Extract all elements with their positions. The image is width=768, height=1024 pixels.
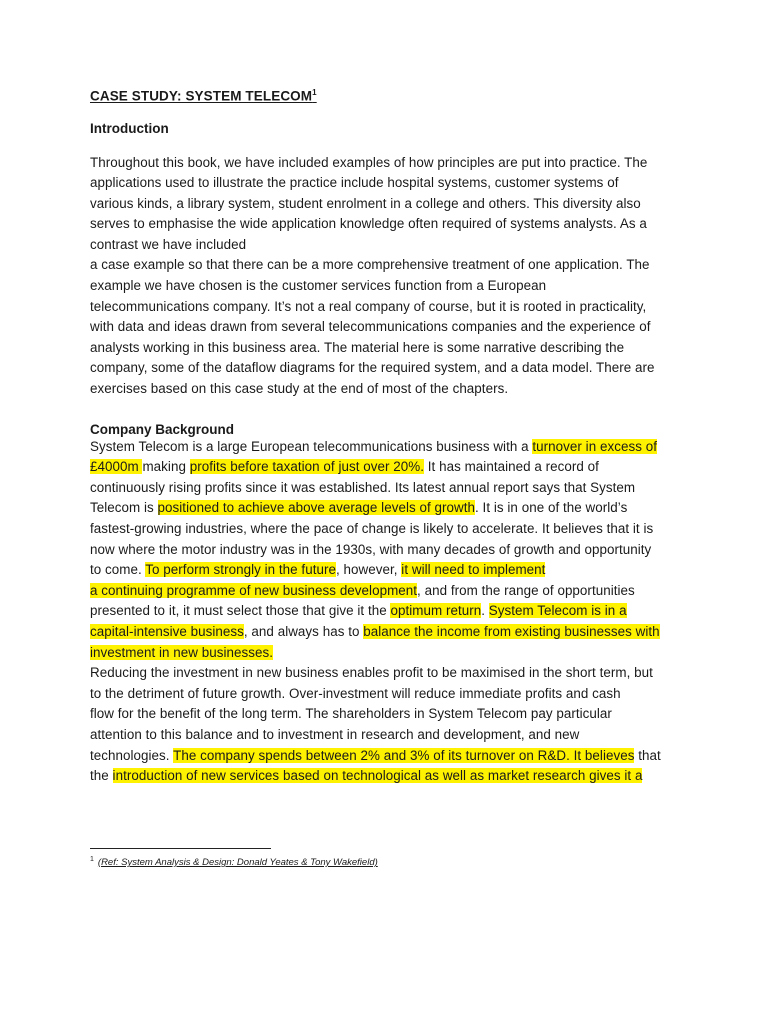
document-title (90, 88, 676, 104)
text-segment: . It is in one of the world’s (475, 500, 628, 516)
text-segment: technologies. (90, 747, 174, 763)
highlighted-text: To perform strongly in the future (145, 562, 336, 578)
text-line: with data and ideas drawn from several telecommunications companies and the experience of (90, 319, 651, 335)
footnote-mark: 1 (90, 856, 94, 863)
text-line: company, some of the dataflow diagrams for the required system, and a data model. There are (90, 360, 655, 376)
text-line (90, 437, 676, 458)
text-line: analysts working in this business area. The material here is some narrative describing the (90, 339, 625, 355)
text-line: contrast we have included (90, 236, 247, 252)
text-line (90, 498, 676, 519)
text-line (90, 457, 676, 478)
text-line (90, 725, 676, 746)
highlighted-text: The company spends between 2% and 3% of its turnover on R&D. It believes (173, 747, 635, 763)
text-segment: to the detriment of future growth. Over-investment will reduce immediate profits and cash (90, 685, 621, 701)
highlighted-text: it will need to implement (401, 562, 546, 578)
text-segment: making (142, 459, 190, 475)
footnote-reference: (Ref: System Analysis & Design: Donald Yeates & Tony Wakefield) (97, 857, 378, 869)
text-segment: System Telecom is a large European telecommunications business with a (90, 438, 533, 454)
text-line: exercises based on this case study at the end of most of the chapters. (90, 381, 509, 397)
highlighted-text: introduction of new services based on technological as well as market research gives it a (112, 768, 643, 784)
text-line (90, 766, 676, 787)
text-segment: now where the motor industry was in the 1930s, with many decades of growth and opportunity (90, 541, 652, 557)
title-text: CASE STUDY: SYSTEM TELECOM (90, 88, 313, 104)
highlighted-text: balance the income from existing businesses with (363, 623, 660, 639)
text-line: telecommunications company. It’s not a real company of course, but it is rooted in practicality, (90, 298, 647, 314)
text-line (90, 478, 676, 499)
text-line (90, 704, 676, 725)
text-line: a case example so that there can be a more comprehensive treatment of one application. The (90, 257, 650, 273)
highlighted-text: turnover in excess of (532, 438, 657, 454)
text-line: example we have chosen is the customer services function from a European (90, 278, 547, 294)
text-line (90, 519, 676, 540)
text-segment: It has maintained a record of (424, 459, 599, 475)
text-line (90, 581, 676, 602)
text-segment: continuously rising profits since it was established. Its latest annual report says that System (90, 479, 636, 495)
highlighted-text: capital-intensive business (90, 623, 244, 639)
text-segment: , however, (335, 562, 402, 578)
text-segment: attention to this balance and to investment in research and development, and new (90, 726, 580, 742)
text-line: various kinds, a library system, student enrolment in a college and others. This diversity also (90, 195, 641, 211)
text-line (90, 601, 676, 622)
text-line (90, 663, 676, 684)
footnote-divider (90, 848, 271, 849)
text-line (90, 560, 676, 581)
text-line (90, 643, 676, 664)
background-paragraph (90, 437, 676, 664)
footnote (90, 856, 378, 868)
highlighted-text: investment in new businesses. (90, 644, 274, 660)
text-segment: the (90, 768, 113, 784)
intro-heading: Introduction (90, 120, 169, 136)
highlighted-text: profits before taxation of just over 20%. (189, 459, 424, 475)
text-line (90, 684, 676, 705)
text-segment: , and from the range of opportunities (417, 582, 635, 598)
text-line: applications used to illustrate the practice include hospital systems, customer systems of (90, 175, 619, 191)
text-segment: Telecom is (90, 500, 158, 516)
highlighted-text: System Telecom is in a (488, 603, 627, 619)
text-segment: fastest-growing industries, where the pace of change is likely to accelerate. It believes that it is (90, 521, 654, 536)
reducing-paragraph (90, 663, 676, 787)
intro-paragraph (90, 153, 676, 400)
text-line (90, 540, 676, 561)
highlighted-text: positioned to achieve above average levels of growth (157, 500, 476, 516)
text-line: serves to emphasise the wide application knowledge often required of systems analysts. As a (90, 216, 647, 232)
text-segment: , and always has to (243, 623, 364, 639)
text-segment: flow for the benefit of the long term. The shareholders in System Telecom pay particular (90, 706, 612, 722)
text-segment: to come. (90, 562, 146, 578)
background-heading: Company Background (90, 421, 235, 437)
text-line (90, 622, 676, 643)
title-footnote-mark[interactable]: 1 (312, 88, 317, 97)
highlighted-text: optimum return (390, 603, 482, 619)
text-line (90, 746, 676, 767)
highlighted-text: £4000m (90, 459, 143, 475)
text-segment: Reducing the investment in new business enables profit to be maximised in the short term, but (90, 665, 653, 681)
text-segment: that (634, 747, 661, 763)
text-segment: presented to it, it must select those that give it the (90, 603, 391, 619)
highlighted-text: a continuing programme of new business development (90, 582, 418, 598)
text-segment: . (481, 603, 489, 619)
text-line: Throughout this book, we have included examples of how principles are put into practice. The (90, 154, 648, 170)
